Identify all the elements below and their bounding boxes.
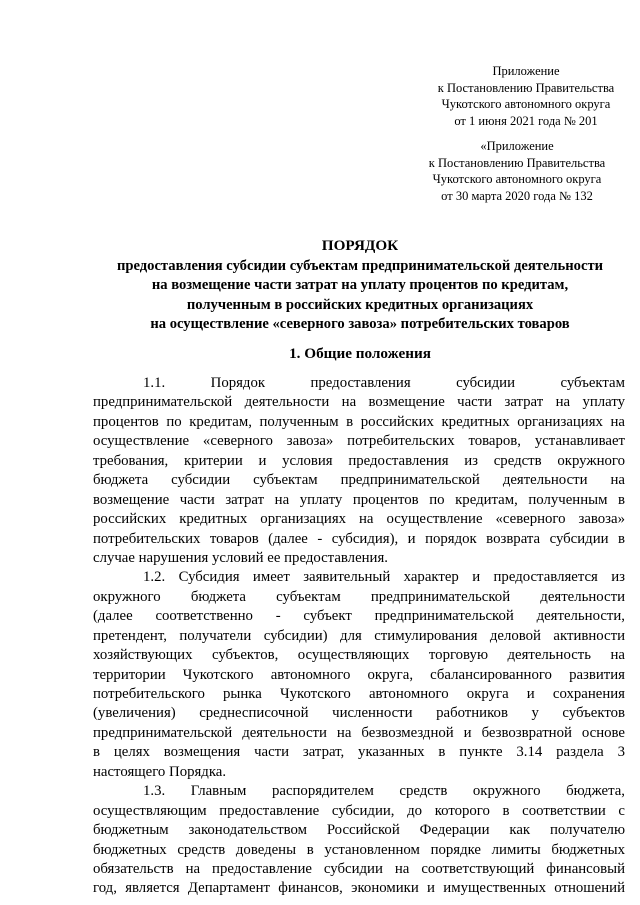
document-title: ПОРЯДОК: [321, 237, 399, 254]
paragraph-1-2-line: (далее соответственно - субъект предпринимательской деятельности,: [93, 608, 625, 625]
paragraph-1-2-line: предпринимательской деятельности на безвозмездной и безвозвратной основе: [93, 724, 625, 741]
paragraph-1-1-line: случае нарушения условий ее предоставления.: [93, 549, 388, 566]
paragraph-1-1-line: процентов по кредитам, полученным в российских кредитных организациях на: [93, 413, 625, 430]
subtitle-line: полученным в российских кредитных организациях: [186, 296, 534, 313]
paragraph-1-1-line: российских кредитных организациях на осуществление «северного завоза»: [93, 511, 625, 528]
paragraph-1-3-line: 1.3. Главным распорядителем средств окружного бюджета,: [143, 783, 625, 800]
subtitle-line: на возмещение части затрат на уплату процентов по кредитам,: [151, 277, 569, 294]
paragraph-1-3-line: год, является Департамент финансов, экономики и имущественных отношений: [93, 880, 625, 897]
paragraph-1-3-line: бюджетных средств доведены в установленном порядке лимиты бюджетных: [93, 841, 625, 858]
paragraph-1-2-line: потребительского рынка Чукотского автономного округа и сохранения: [93, 686, 625, 702]
attachment-line: Приложение: [492, 64, 560, 78]
attachment-note-current: [420, 63, 632, 129]
paragraph-1-3-line: бюджетным законодательством Российской Федерации как получателю: [93, 822, 625, 839]
body-text: [93, 374, 625, 899]
paragraph-1-1-line: осуществление «северного завоза» потребительских товаров, устанавливает: [93, 433, 625, 450]
attachment-line: Чукотского автономного округа: [441, 97, 611, 112]
paragraph-1-1-line: бюджета субсидии субъектам предпринимательской деятельности на: [93, 472, 625, 489]
paragraph-1-2-line: территории Чукотского автономного округа, сбалансированного развития: [93, 666, 625, 683]
attachment-line: от 30 марта 2020 года № 132: [441, 188, 593, 203]
paragraph-1-3-line: обязательств на предоставление субсидии на соответствующий финансовый: [93, 860, 625, 877]
subtitle-line: на осуществление «северного завоза» потребительских товаров: [150, 316, 570, 333]
attachment-line: Чукотского автономного округа: [432, 172, 602, 187]
paragraph-1-1-line: требования, критерии и условия предоставления из средств окружного: [93, 452, 625, 469]
attachment-line: от 1 июня 2021 года № 201: [454, 113, 598, 128]
document-subtitle: [60, 257, 640, 335]
paragraph-1-2-line: хозяйствующих субъектов, осуществляющих торговую деятельность на: [93, 647, 625, 664]
paragraph-1-1-line: предпринимательской деятельности на возмещение части затрат на уплату: [93, 394, 625, 411]
attachment-line: к Постановлению Правительства: [437, 80, 615, 95]
paragraph-1-1-line: возмещение части затрат на уплату процентов по кредитам, полученным в: [93, 491, 625, 508]
paragraph-1-3-line: осуществляющим предоставление субсидии, до которого в соответствии с: [93, 802, 625, 819]
paragraph-1-2-line: (увеличения) среднесписочной численности работников у субъектов: [93, 705, 625, 722]
paragraph-1-2-line: претендент, получатели субсидии) для стимулирования деловой активности: [93, 627, 625, 644]
attachment-line: к Постановлению Правительства: [428, 155, 606, 170]
paragraph-1-2-line: 1.2. Субсидия имеет заявительный характер и предоставляется из: [143, 569, 625, 586]
paragraph-1-2-line: настоящего Порядка.: [93, 763, 227, 780]
section-heading: 1. Общие положения: [289, 345, 431, 362]
attachment-note-previous: [412, 138, 622, 204]
paragraph-1-2-line: в целях возмещения части затрат, указанных в пункте 3.14 раздела 3: [93, 744, 625, 761]
subtitle-line: предоставления субсидии субъектам предпринимательской деятельности: [116, 258, 604, 274]
paragraph-1-2-line: окружного бюджета субъектам предпринимательской деятельности: [93, 588, 625, 605]
paragraph-1-1-line: 1.1. Порядок предоставления субсидии субъектам: [143, 375, 625, 391]
attachment-line: «Приложение: [480, 139, 554, 153]
paragraph-1-1-line: потребительских товаров (далее - субсидия), и порядок возврата субсидии в: [93, 530, 625, 547]
